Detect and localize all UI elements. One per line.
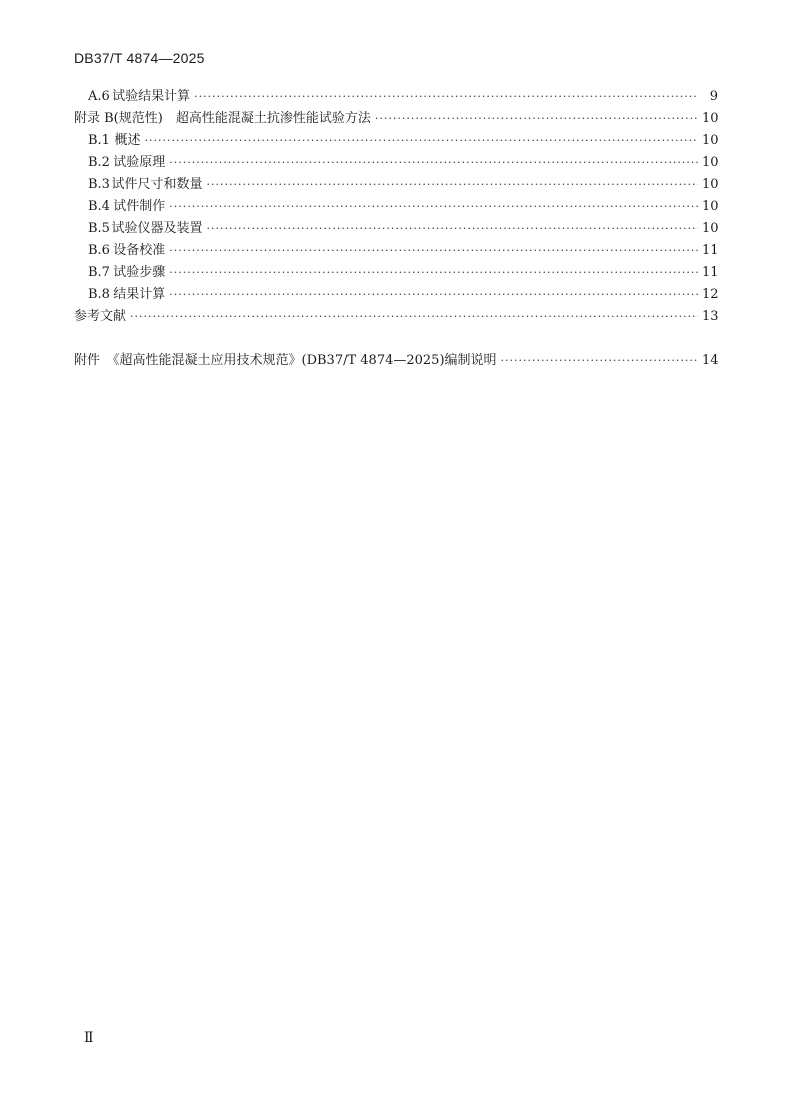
document-code-header: DB37/T 4874—2025 bbox=[74, 50, 205, 66]
toc-entry-b4[interactable] bbox=[74, 196, 718, 218]
toc-entry-b5[interactable] bbox=[74, 218, 718, 240]
toc-entry-b2[interactable] bbox=[74, 152, 718, 174]
toc-entry-number: B.6 bbox=[88, 243, 110, 258]
toc-entry-title: 附件 《超高性能混凝土应用技术规范》(DB37/T 4874—2025)编制说明 bbox=[74, 353, 497, 368]
toc-leader-dots bbox=[501, 350, 698, 372]
toc-entry-number: A.6 bbox=[88, 89, 110, 104]
toc-entry-number: B.3 bbox=[88, 177, 110, 192]
toc-entry-title: 试验原理 bbox=[113, 155, 166, 170]
toc-entry-attachment[interactable] bbox=[74, 350, 718, 372]
toc-entry-title: 参考文献 bbox=[74, 309, 127, 324]
toc-entry-number: B.8 bbox=[88, 287, 110, 302]
toc-entry-number: B.4 bbox=[88, 199, 110, 214]
toc-leader-dots bbox=[169, 262, 698, 284]
toc-entry-title: 结果计算 bbox=[113, 287, 166, 302]
toc-entry-b1[interactable] bbox=[74, 130, 718, 152]
toc-leader-dots bbox=[207, 174, 698, 196]
toc-entry-number: B.5 bbox=[88, 221, 110, 236]
toc-entry-title: 试件制作 bbox=[113, 199, 166, 214]
toc-entry-number: B.7 bbox=[88, 265, 110, 280]
toc-entry-title: 设备校准 bbox=[113, 243, 166, 258]
toc-entry-b7[interactable] bbox=[74, 262, 718, 284]
toc-entry-page: 12 bbox=[702, 287, 719, 302]
toc-leader-dots bbox=[169, 240, 698, 262]
toc-entry-b6[interactable] bbox=[74, 240, 718, 262]
toc-entry-page: 9 bbox=[709, 89, 718, 104]
toc-leader-dots bbox=[169, 284, 698, 306]
toc-leader-dots bbox=[144, 130, 698, 152]
toc-leader-dots bbox=[207, 218, 698, 240]
toc-entry-page: 11 bbox=[702, 265, 719, 280]
toc-entry-page: 10 bbox=[702, 199, 719, 214]
toc-entry-number: B.1 bbox=[88, 133, 110, 148]
toc-entry-page: 10 bbox=[702, 133, 719, 148]
toc-entry-title: 试验仪器及装置 bbox=[111, 221, 203, 236]
toc-entry-page: 13 bbox=[702, 309, 719, 324]
toc-entry-title: 试验结果计算 bbox=[112, 89, 191, 104]
toc-entry-page: 10 bbox=[702, 111, 719, 126]
toc-entry-b3[interactable] bbox=[74, 174, 718, 196]
toc-leader-dots bbox=[375, 108, 698, 130]
toc-entry-title: 试验步骤 bbox=[113, 265, 166, 280]
toc-leader-dots bbox=[130, 306, 698, 328]
toc-leader-dots bbox=[169, 152, 698, 174]
toc-entry-page: 10 bbox=[702, 177, 719, 192]
toc-entry-page: 11 bbox=[702, 243, 719, 258]
toc-entry-page: 14 bbox=[702, 353, 719, 368]
toc-entry-page: 10 bbox=[702, 221, 719, 236]
toc-entry-a6[interactable] bbox=[74, 86, 718, 108]
toc-leader-dots bbox=[194, 86, 698, 108]
table-of-contents bbox=[74, 86, 718, 372]
toc-entry-page: 10 bbox=[702, 155, 719, 170]
toc-leader-dots bbox=[169, 196, 698, 218]
toc-entry-title: 试件尺寸和数量 bbox=[111, 177, 203, 192]
page-number-roman: Ⅱ bbox=[84, 1030, 94, 1046]
toc-entry-title: 概述 bbox=[114, 133, 141, 148]
toc-entry-number: B.2 bbox=[88, 155, 110, 170]
toc-entry-references[interactable] bbox=[74, 306, 718, 328]
toc-entry-appendix-b[interactable] bbox=[74, 108, 718, 130]
toc-entry-b8[interactable] bbox=[74, 284, 718, 306]
toc-entry-title: 附录 B(规范性) 超高性能混凝土抗渗性能试验方法 bbox=[74, 111, 371, 126]
